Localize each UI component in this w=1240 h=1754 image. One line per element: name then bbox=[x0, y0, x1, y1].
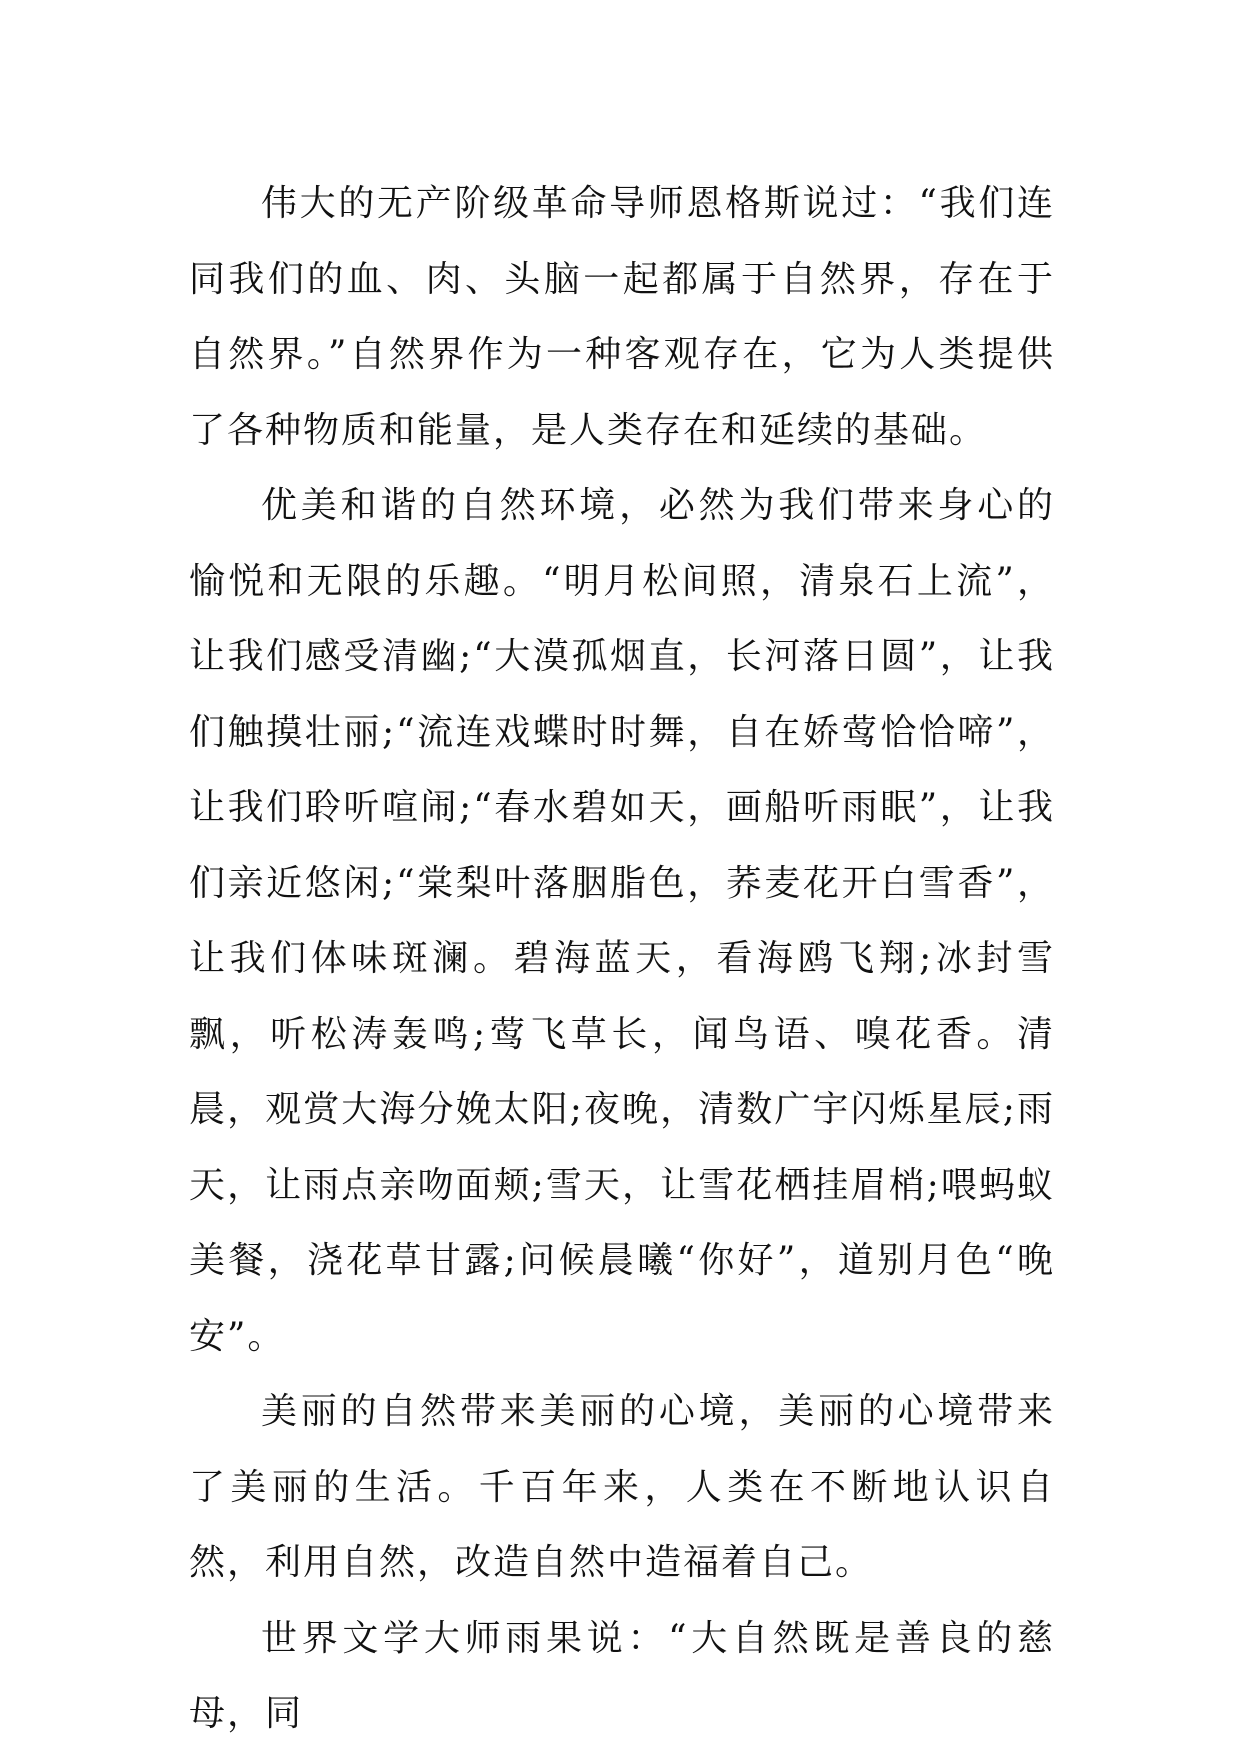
paragraph-2: 优美和谐的自然环境，必然为我们带来身心的愉悦和无限的乐趣。“明月松间照，清泉石上流”，让我们感受清幽;“大漠孤烟直，长河落日圆”，让我们触摸壮丽;“流连戏蝶时时舞，自在娇莺恰恰啼”，让我们聆听喧闹;“春水碧如天，画船听雨眠”，让我们亲近悠闲;“棠梨叶落胭脂色，荞麦花开白雪香”，让我们体味斑澜。碧海蓝天，看海鸥飞翔;冰封雪飘，听松涛轰鸣;莺飞草长，闻鸟语、嗅花香。清晨，观赏大海分娩太阳;夜晚，清数广宇闪烁星辰;雨天，让雨点亲吻面颊;雪天，让雪花栖挂眉梢;喂蚂蚁美餐，浇花草甘露;问候晨曦“你好”，道别月色“晚安”。 bbox=[189, 485, 1055, 1357]
document-body bbox=[189, 166, 1055, 1752]
paragraph-4: 世界文学大师雨果说：“大自然既是善良的慈母，同 bbox=[189, 1617, 1055, 1734]
paragraph-3: 美丽的自然带来美丽的心境，美丽的心境带来了美丽的生活。千百年来，人类在不断地认识自然，利用自然，改造自然中造福着自己。 bbox=[189, 1391, 1055, 1583]
paragraph-1: 伟大的无产阶级革命导师恩格斯说过：“我们连同我们的血、肉、头脑一起都属于自然界，存在于自然界。”自然界作为一种客观存在，它为人类提供了各种物质和能量，是人类存在和延续的基础。 bbox=[189, 183, 1055, 451]
